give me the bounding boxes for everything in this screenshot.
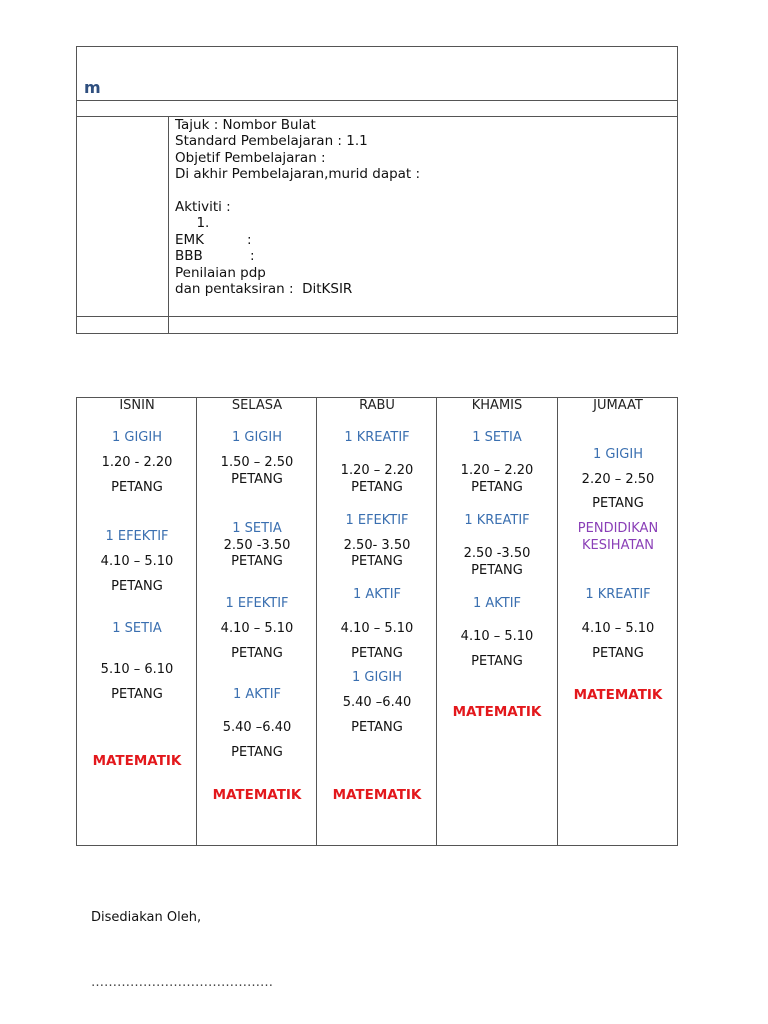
time-slot: 4.10 – 5.10 [460,629,534,644]
lesson-line: Penilaian pdp [175,264,266,281]
class-name: 1 KREATIF [344,430,410,445]
time-slot: 2.50 -3.50 [463,546,531,561]
class-name: 1 SETIA [472,430,522,445]
header-letter: m [84,78,101,97]
time-slot: 1.20 - 2.20 [101,455,173,470]
time-slot: 2.50- 3.50 [343,538,411,553]
class-name: 1 KREATIF [585,587,651,602]
lesson-line: dan pentaksiran : DitKSIR [175,281,353,298]
prepared-by-label: Disediakan Oleh, [91,910,202,925]
class-name: 1 AKTIF [232,687,282,702]
class-name: 1 GIGIH [352,670,402,685]
time-slot: PETANG [231,646,283,661]
class-name: 1 SETIA [112,621,162,636]
lesson-line: Standard Pembelajaran : 1.1 [175,133,368,150]
subject-label: MATEMATIK [452,704,542,720]
lesson-line: Di akhir Pembelajaran,murid dapat : [175,166,421,183]
time-slot: PETANG [231,554,283,569]
time-slot: PETANG [351,554,403,569]
lesson-line: Aktiviti : [175,199,231,216]
time-slot: 1.20 – 2.20 [460,463,534,478]
time-slot: PETANG [111,687,163,702]
lesson-line [175,183,420,199]
subject-label: MATEMATIK [92,753,182,769]
time-slot: 4.10 – 5.10 [581,621,655,636]
class-name: 1 AKTIF [352,587,402,602]
subject-label: PENDIDIKAN [577,521,659,536]
class-name: 1 GIGIH [593,447,643,462]
subject-label: MATEMATIK [332,787,422,803]
time-slot: PETANG [351,720,403,735]
time-slot: PETANG [231,472,283,487]
day-header: JUMAAT [593,398,643,413]
time-slot: 5.10 – 6.10 [100,662,174,677]
time-slot: PETANG [471,480,523,495]
day-header: ISNIN [119,398,155,413]
time-slot: 2.20 – 2.50 [581,472,655,487]
time-slot: PETANG [471,654,523,669]
lesson-line: Objetif Pembelajaran : [175,149,326,166]
time-slot: PETANG [351,480,403,495]
time-slot: PETANG [111,480,163,495]
lesson-line: Tajuk : Nombor Bulat [175,117,316,133]
subject-label: MATEMATIK [573,687,663,703]
lesson-line: 1. [175,215,210,232]
day-header: KHAMIS [471,398,523,413]
time-slot: 1.50 – 2.50 [220,455,294,470]
class-name: 1 EFEKTIF [225,596,289,611]
subject-label: MATEMATIK [212,787,302,803]
time-slot: PETANG [592,646,644,661]
lesson-line: EMK : [175,231,252,248]
lesson-details [175,117,420,297]
time-slot: 4.10 – 5.10 [220,621,294,636]
lesson-line: BBB : [175,248,255,265]
class-name: 1 SETIA [232,521,282,536]
class-name: 1 GIGIH [232,430,282,445]
day-header: RABU [359,398,395,413]
subject-label: KESIHATAN [581,538,655,553]
time-slot: 2.50 -3.50 [223,538,291,553]
day-header: SELASA [231,398,283,413]
time-slot: 5.40 –6.40 [342,695,412,710]
class-name: 1 GIGIH [112,430,162,445]
class-name: 1 EFEKTIF [345,513,409,528]
time-slot: 4.10 – 5.10 [100,554,174,569]
class-name: 1 KREATIF [464,513,530,528]
time-slot: PETANG [471,563,523,578]
signature-line: …………………………………… [91,975,273,990]
time-slot: PETANG [231,745,283,760]
time-slot: PETANG [592,496,644,511]
time-slot: 1.20 – 2.20 [340,463,414,478]
time-slot: 5.40 –6.40 [222,720,292,735]
class-name: 1 AKTIF [472,596,522,611]
time-slot: 4.10 – 5.10 [340,621,414,636]
time-slot: PETANG [111,579,163,594]
class-name: 1 EFEKTIF [105,529,169,544]
time-slot: PETANG [351,646,403,661]
